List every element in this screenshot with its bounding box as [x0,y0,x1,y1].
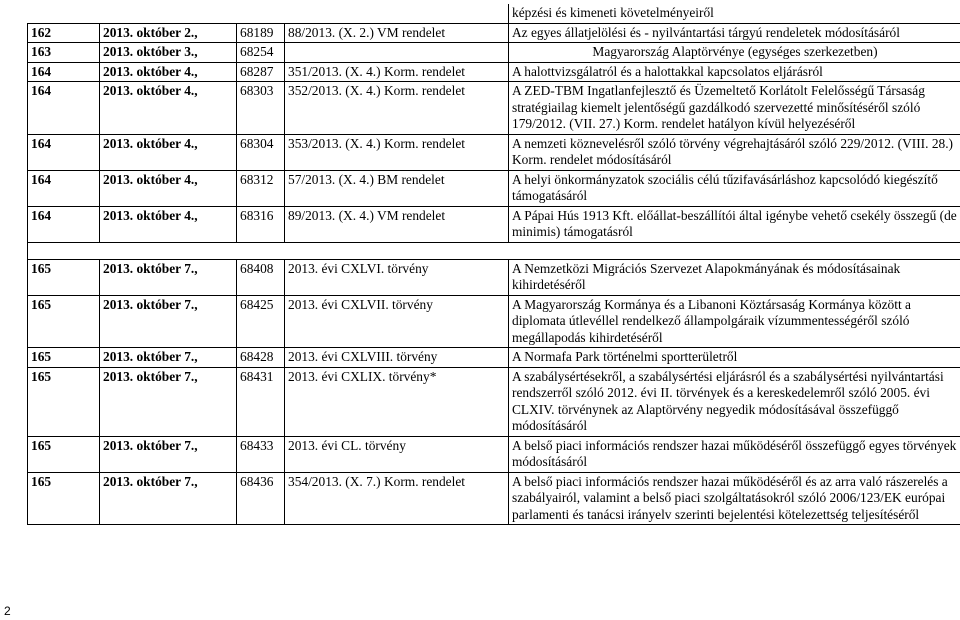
gazette-body [28,4,960,525]
issue-date-cell: 2013. október 4., [100,82,237,135]
act-title-cell: A szabálysértésekről, a szabálysértési eljárásról és a szabálysértési nyilvántartási rendszerről szóló 2012. évi II. törvények és a kereskedelemről szóló 2005. évi CLXIV. törvénynek az Alaptörvény negyedik módosításával összefüggő módosításáról [509,367,960,436]
table-row [28,82,960,135]
continuation-row [28,4,960,23]
act-title-cell: A ZED-TBM Ingatlanfejlesztő és Üzemeltető Korlátolt Felelősségű Társaság stratégiailag kiemelt jelentőségű gazdálkodó szervezetté minősítéséről szóló 179/2012. (VII. 27.) Korm. rendelet hatályon kívül helyezéséről [509,82,960,135]
issue-date-cell: 2013. október 3., [100,43,237,63]
document-id-cell: 68287 [237,62,285,82]
issue-date-cell: 2013. október 7., [100,259,237,295]
act-reference-cell: 2013. évi CXLVI. törvény [285,259,509,295]
document-id-cell: 68304 [237,134,285,170]
document-id-cell: 68425 [237,295,285,348]
act-title-cell: A belső piaci információs rendszer hazai működéséről és az arra való rászerelés a szabályairól, valamint a belső piaci szolgáltatásokról szóló 2006/123/EK európai parlamenti és tanácsi irányelv szerinti bejelentési kötelezettség teljesítéséről [509,472,960,525]
issue-date-cell: 2013. október 7., [100,472,237,525]
document-id-cell: 68254 [237,43,285,63]
issue-number-cell: 163 [28,43,100,63]
act-title-cell: A Pápai Hús 1913 Kft. előállat-beszállítói által igénybe vehető csekély összegű (de minimis) támogatásról [509,206,960,242]
document-id-cell: 68436 [237,472,285,525]
act-reference-cell: 353/2013. (X. 4.) Korm. rendelet [285,134,509,170]
issue-date-cell: 2013. október 2., [100,23,237,43]
act-title-cell: Magyarország Alaptörvénye (egységes szerkezetben) [509,43,960,63]
issue-number-cell: 165 [28,348,100,368]
act-reference-cell: 2013. évi CXLIX. törvény* [285,367,509,436]
act-title-cell: A halottvizsgálatról és a halottakkal kapcsolatos eljárásról [509,62,960,82]
document-id-cell: 68433 [237,436,285,472]
act-reference-cell: 352/2013. (X. 4.) Korm. rendelet [285,82,509,135]
table-row [28,206,960,242]
issue-number-cell: 165 [28,436,100,472]
issue-date-cell: 2013. október 4., [100,170,237,206]
table-row [28,348,960,368]
issue-number-cell: 164 [28,82,100,135]
act-reference-cell: 88/2013. (X. 2.) VM rendelet [285,23,509,43]
act-title-cell: A Magyarország Kormánya és a Libanoni Köztársaság Kormánya között a diplomata útlevéllel rendelkező állampolgáraik vízummentességéről szóló megállapodás kihirdetéséről [509,295,960,348]
act-reference-cell: 89/2013. (X. 4.) VM rendelet [285,206,509,242]
table-row [28,170,960,206]
act-reference-cell: 351/2013. (X. 4.) Korm. rendelet [285,62,509,82]
table-row [28,472,960,525]
issue-date-cell: 2013. október 7., [100,295,237,348]
issue-number-cell: 165 [28,295,100,348]
issue-number-cell: 165 [28,259,100,295]
document-id-cell: 68316 [237,206,285,242]
issue-date-cell: 2013. október 4., [100,134,237,170]
spacer-cell [28,242,960,259]
table-row [28,436,960,472]
document-id-cell: 68303 [237,82,285,135]
issue-date-cell: 2013. október 4., [100,206,237,242]
act-reference-cell: 354/2013. (X. 7.) Korm. rendelet [285,472,509,525]
act-title-cell: A Nemzetközi Migrációs Szervezet Alapokmányának és módosításainak kihirdetéséről [509,259,960,295]
issue-number-cell: 164 [28,134,100,170]
act-title-cell: A belső piaci információs rendszer hazai működéséről összefüggő egyes törvények módosításáról [509,436,960,472]
act-reference-cell [285,43,509,63]
issue-date-cell: 2013. október 7., [100,436,237,472]
document-id-cell: 68428 [237,348,285,368]
issue-number-cell: 164 [28,206,100,242]
issue-number-cell: 165 [28,472,100,525]
issue-number-cell: 165 [28,367,100,436]
spacer-row [28,242,960,259]
table-row [28,259,960,295]
page-number: 2 [4,604,11,618]
act-title-cell: A helyi önkormányzatok szociális célú tűzifavásárláshoz kapcsolódó kiegészítő támogatásáról [509,170,960,206]
act-reference-cell: 2013. évi CXLVII. törvény [285,295,509,348]
issue-number-cell: 164 [28,62,100,82]
issue-date-cell: 2013. október 4., [100,62,237,82]
act-reference-cell: 57/2013. (X. 4.) BM rendelet [285,170,509,206]
document-id-cell: 68408 [237,259,285,295]
act-title-cell: A nemzeti köznevelésről szóló törvény végrehajtásáról szóló 229/2012. (VIII. 28.) Korm. rendelet módosításáról [509,134,960,170]
table-row [28,43,960,63]
issue-number-cell: 164 [28,170,100,206]
document-id-cell: 68431 [237,367,285,436]
gazette-table [27,4,960,525]
document-id-cell: 68312 [237,170,285,206]
act-title-cell: A Normafa Park történelmi sportterületről [509,348,960,368]
table-row [28,62,960,82]
issue-date-cell: 2013. október 7., [100,367,237,436]
table-row [28,295,960,348]
issue-number-cell: 162 [28,23,100,43]
document-id-cell: 68189 [237,23,285,43]
table-row [28,134,960,170]
act-title-cell: Az egyes állatjelölési és - nyilvántartási tárgyú rendeletek módosításáról [509,23,960,43]
act-reference-cell: 2013. évi CL. törvény [285,436,509,472]
issue-date-cell: 2013. október 7., [100,348,237,368]
continuation-empty-cell [28,4,509,23]
continuation-title-cell: képzési és kimeneti követelményeiről [509,4,960,23]
act-reference-cell: 2013. évi CXLVIII. törvény [285,348,509,368]
table-row [28,367,960,436]
table-row [28,23,960,43]
